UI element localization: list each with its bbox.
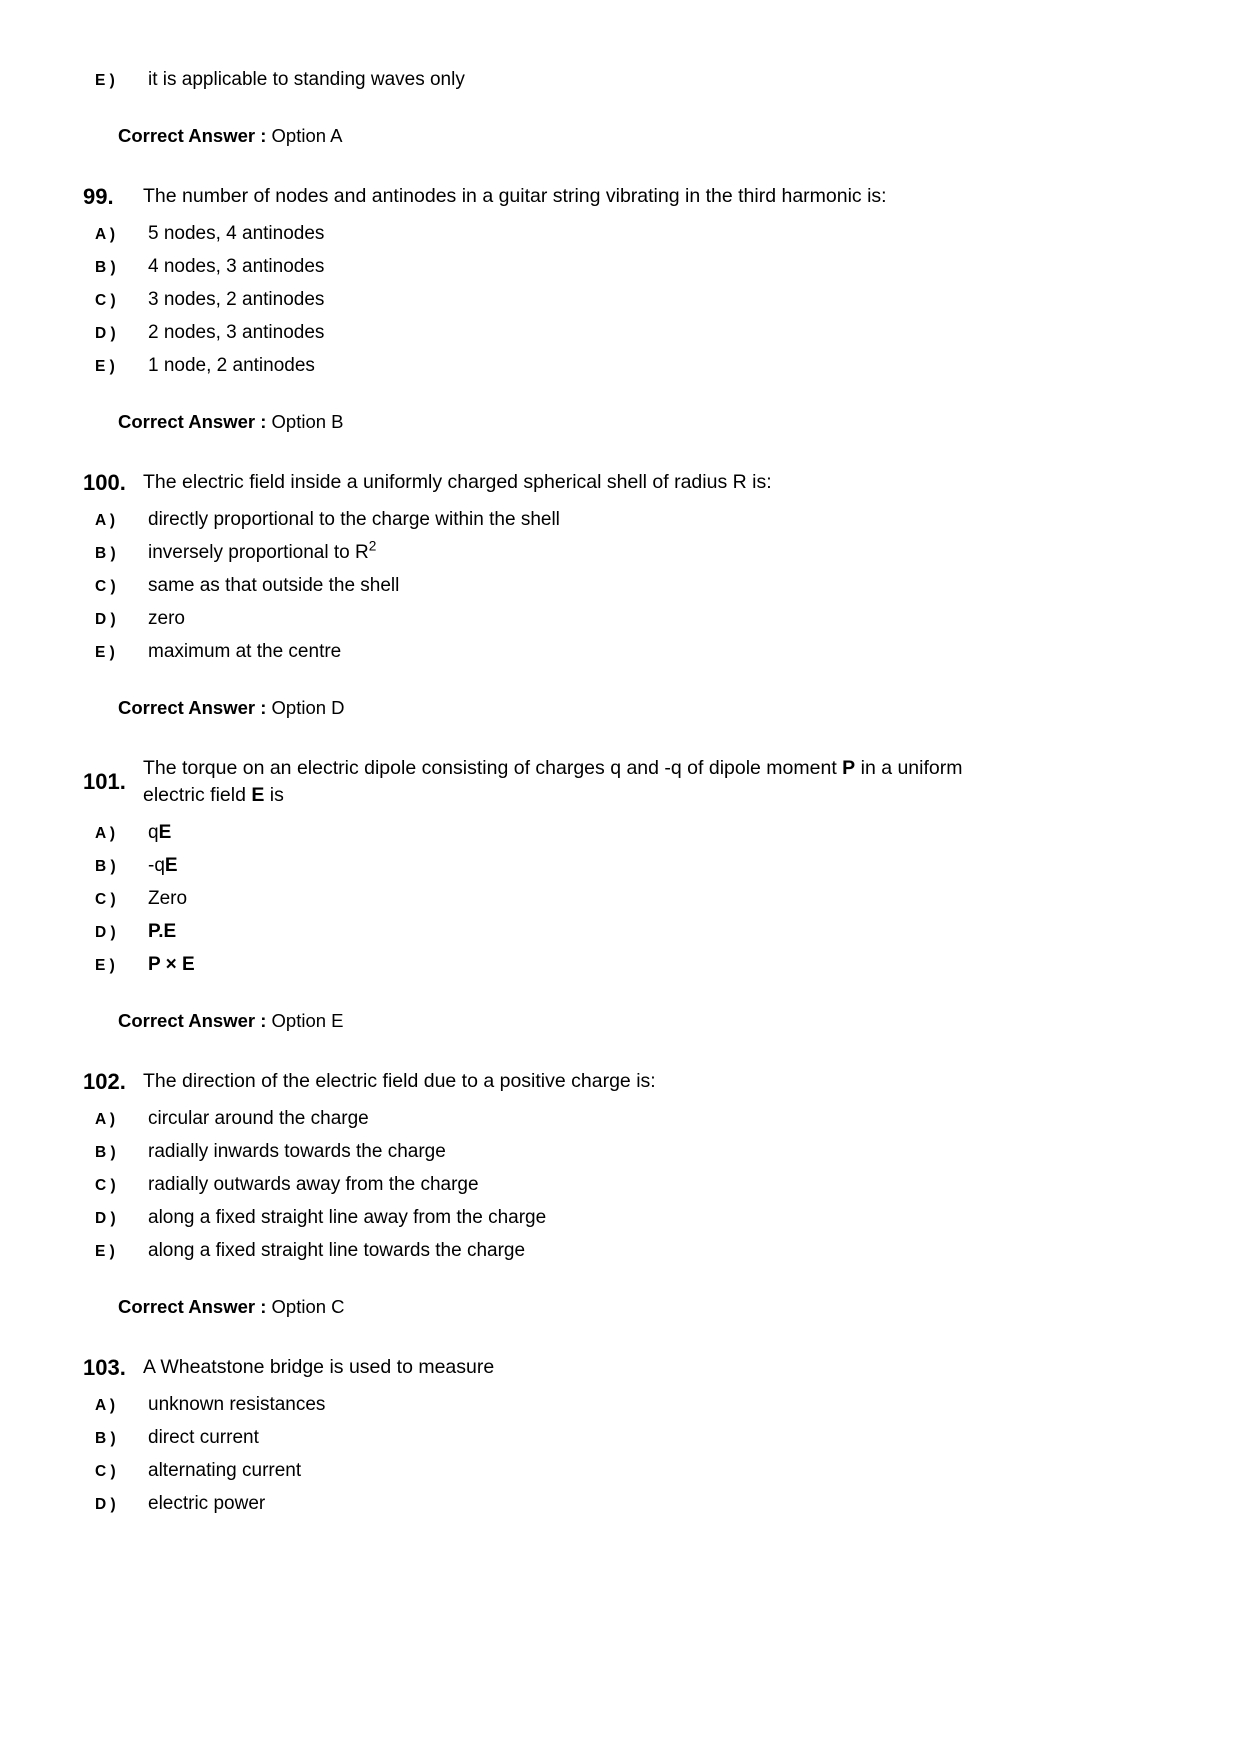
option-letter: C ): [95, 578, 116, 595]
question-block-101: [83, 755, 1181, 1032]
question-text: The direction of the electric field due to a positive charge is:: [143, 1070, 656, 1092]
answer-value: Option D: [271, 697, 345, 718]
option-text: 2 nodes, 3 antinodes: [148, 322, 325, 343]
option-row: [95, 350, 1181, 383]
option-row: [95, 284, 1181, 317]
answer-label: Correct Answer :: [118, 125, 267, 146]
option-letter: E ): [95, 72, 115, 89]
answer-label: Correct Answer :: [118, 1010, 267, 1031]
option-letter: B ): [95, 1430, 116, 1447]
option-row: [95, 1455, 1181, 1488]
option-row: [95, 504, 1181, 537]
option-row: [95, 1136, 1181, 1169]
question-block-102: [83, 1068, 1181, 1318]
option-text: 4 nodes, 3 antinodes: [148, 256, 325, 277]
question-number: 99.: [83, 183, 114, 209]
option-row: [95, 603, 1181, 636]
option-row: [95, 850, 1181, 883]
option-text: along a fixed straight line towards the charge: [148, 1240, 526, 1261]
option-text: radially outwards away from the charge: [148, 1174, 479, 1195]
question-text: A Wheatstone bridge is used to measure: [143, 1356, 495, 1378]
option-text: zero: [148, 608, 185, 629]
option-text: unknown resistances: [148, 1394, 326, 1415]
question-block-103: [83, 1354, 1181, 1521]
option-text: alternating current: [148, 1460, 302, 1481]
answer-line: [118, 411, 1181, 433]
option-text: circular around the charge: [148, 1108, 369, 1129]
option-text: qE: [148, 822, 172, 843]
option-text: Zero: [148, 888, 188, 909]
option-row: [95, 883, 1181, 916]
option-row: [95, 1488, 1181, 1521]
answer-line: [118, 125, 1181, 147]
question-header: [83, 1068, 1181, 1095]
option-text: P.E: [148, 921, 177, 942]
option-letter: D ): [95, 924, 116, 941]
option-text: direct current: [148, 1427, 259, 1448]
answer-value: Option C: [271, 1296, 345, 1317]
option-row: [95, 570, 1181, 603]
option-text: directly proportional to the charge within the shell: [148, 509, 560, 530]
option-text: electric power: [148, 1493, 266, 1514]
option-letter: B ): [95, 858, 116, 875]
option-letter: A ): [95, 825, 116, 842]
option-row: [95, 317, 1181, 350]
option-letter: D ): [95, 325, 116, 342]
option-row: [95, 1103, 1181, 1136]
option-text: 5 nodes, 4 antinodes: [148, 223, 325, 244]
option-letter: A ): [95, 512, 116, 529]
option-letter: A ): [95, 1111, 116, 1128]
question-header: [83, 1354, 1181, 1381]
option-letter: A ): [95, 226, 116, 243]
question-number: 100.: [83, 469, 126, 495]
question-block-100: [83, 469, 1181, 719]
option-row: [95, 916, 1181, 949]
option-row: [95, 537, 1181, 570]
option-row: [95, 218, 1181, 251]
question-text: The torque on an electric dipole consisting of charges q and -q of dipole moment P in a uniform electric field E is: [143, 757, 963, 806]
question-number: 103.: [83, 1354, 126, 1380]
question-text: The number of nodes and antinodes in a guitar string vibrating in the third harmonic is:: [143, 185, 887, 207]
option-letter: D ): [95, 1210, 116, 1227]
option-text: radially inwards towards the charge: [148, 1141, 446, 1162]
answer-line: [118, 1296, 1181, 1318]
option-row: [95, 817, 1181, 850]
question-header: [83, 183, 1181, 210]
question-block-99: [83, 183, 1181, 433]
option-row: [95, 1389, 1181, 1422]
option-letter: D ): [95, 611, 116, 628]
option-letter: E ): [95, 644, 115, 661]
option-letter: C ): [95, 292, 116, 309]
answer-line: [118, 1010, 1181, 1032]
option-row: [95, 1202, 1181, 1235]
option-row: [95, 1235, 1181, 1268]
option-letter: A ): [95, 1397, 116, 1414]
option-letter: E ): [95, 1243, 115, 1260]
option-text: same as that outside the shell: [148, 575, 400, 596]
option-letter: C ): [95, 891, 116, 908]
answer-value: Option B: [271, 411, 344, 432]
option-row: [95, 64, 1181, 97]
question-text: The electric field inside a uniformly charged spherical shell of radius R is:: [143, 471, 772, 493]
option-letter: B ): [95, 259, 116, 276]
option-text: P × E: [148, 954, 195, 975]
option-letter: C ): [95, 1463, 116, 1480]
option-text: [148, 537, 376, 569]
option-text: along a fixed straight line away from the charge: [148, 1207, 547, 1228]
option-row: [95, 251, 1181, 284]
option-text-superscript: 2: [368, 538, 377, 554]
answer-label: Correct Answer :: [118, 1296, 267, 1317]
option-text: 1 node, 2 antinodes: [148, 355, 315, 376]
question-header: [83, 755, 1181, 809]
option-text: 3 nodes, 2 antinodes: [148, 289, 325, 310]
answer-label: Correct Answer :: [118, 697, 267, 718]
option-text: -qE: [148, 855, 178, 876]
option-letter: D ): [95, 1496, 116, 1513]
answer-value: Option A: [271, 125, 343, 146]
option-letter: B ): [95, 1144, 116, 1161]
option-text: maximum at the centre: [148, 641, 342, 662]
question-number: 102.: [83, 1068, 126, 1094]
answer-line: [118, 697, 1181, 719]
option-letter: C ): [95, 1177, 116, 1194]
answer-value: Option E: [271, 1010, 344, 1031]
option-text: it is applicable to standing waves only: [148, 69, 465, 90]
option-row: [95, 1169, 1181, 1202]
question-header: [83, 469, 1181, 496]
option-row: [95, 1422, 1181, 1455]
option-letter: B ): [95, 545, 116, 562]
option-row: [95, 949, 1181, 982]
answer-label: Correct Answer :: [118, 411, 267, 432]
question-number: 101.: [83, 769, 126, 794]
option-letter: E ): [95, 358, 115, 375]
option-text-base: inversely proportional to R: [148, 542, 369, 563]
option-row: [95, 636, 1181, 669]
option-letter: E ): [95, 957, 115, 974]
